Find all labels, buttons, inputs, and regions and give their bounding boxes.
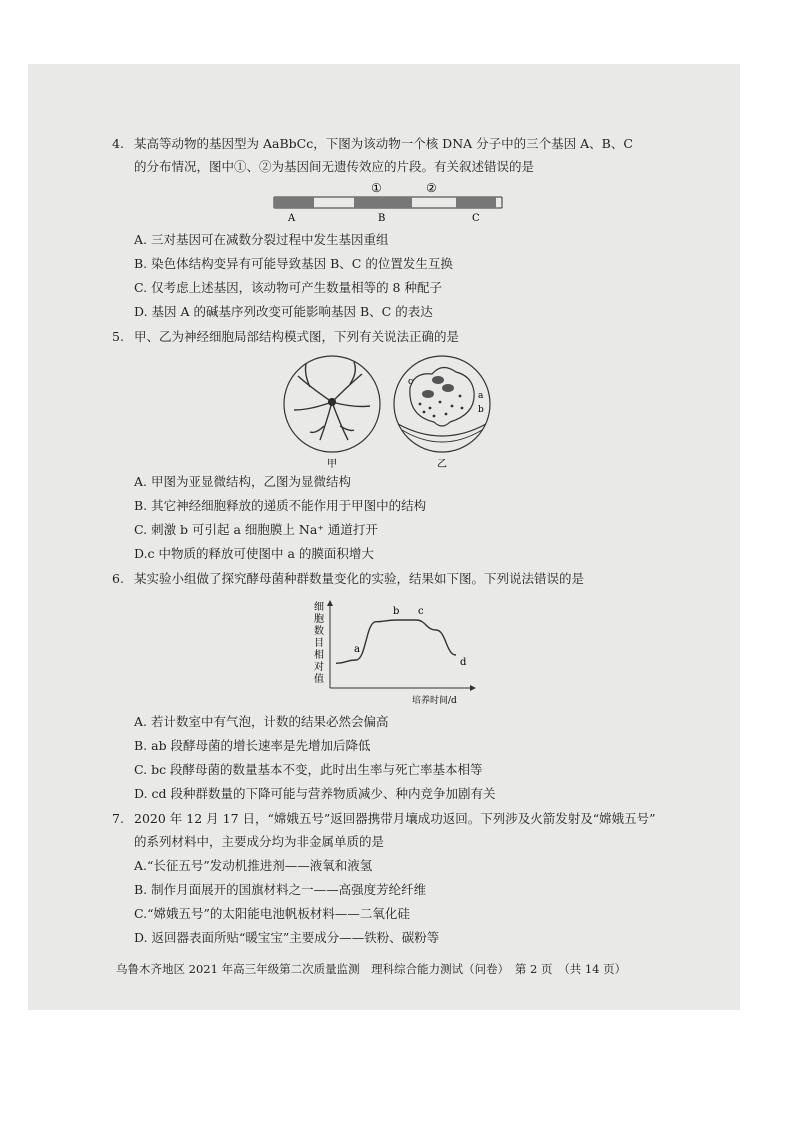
- q4-option-d: D. 基因 A 的碱基序列改变可能影响基因 B、C 的表达: [134, 304, 433, 319]
- figure-jia-label: 甲: [327, 459, 337, 470]
- gene-a-block: [274, 197, 314, 208]
- y-axis-label-char: 相: [314, 650, 324, 661]
- q6-number: 6.: [112, 571, 124, 586]
- gene-b-label: B: [378, 213, 386, 224]
- q4-number: 4.: [112, 136, 124, 151]
- segment-1-mark: ①: [371, 181, 382, 195]
- synapse-label-c: c: [408, 377, 414, 387]
- q4-option-b: B. 染色体结构变异有可能导致基因 B、C 的位置发生互换: [134, 256, 453, 271]
- q4-stem-line2: 的分布情况，图中①、②为基因间无遗传效应的片段。有关叙述错误的是: [134, 159, 535, 174]
- y-axis-label-char: 胞: [314, 614, 324, 625]
- page-footer: 乌鲁木齐地区 2021 年高三年级第二次质量监测 理科综合能力测试（问卷） 第 2 页 （共 14 页）: [116, 962, 627, 976]
- yeast-population-chart: [300, 596, 480, 708]
- synapse-label-b: b: [478, 405, 484, 415]
- q5-option-c: C. 刺激 b 可引起 a 细胞膜上 Na⁺ 通道打开: [134, 522, 378, 537]
- gene-c-label: C: [472, 213, 480, 224]
- point-label-c: c: [418, 606, 424, 617]
- y-axis-label: [314, 601, 324, 685]
- q4-option-c: C. 仅考虑上述基因，该动物可产生数量相等的 8 种配子: [134, 280, 442, 295]
- q4-stem-line1: 某高等动物的基因型为 AaBbCc，下图为该动物一个核 DNA 分子中的三个基因 A、B、C: [134, 136, 633, 151]
- q6-stem: 某实验小组做了探究酵母菌种群数量变化的实验，结果如下图。下列说法错误的是: [134, 571, 585, 586]
- synapse-figure-yi: [390, 352, 496, 472]
- q7-number: 7.: [112, 811, 124, 826]
- q5-option-a: A. 甲图为亚显微结构，乙图为显微结构: [134, 474, 351, 489]
- gene-b-block: [354, 197, 412, 208]
- point-label-b: b: [393, 606, 400, 617]
- point-label-a: a: [354, 644, 360, 655]
- population-curve: [336, 620, 456, 663]
- q5-number: 5.: [112, 329, 124, 344]
- q7-option-d: D. 返回器表面所贴“暖宝宝”主要成分——铁粉、碳粉等: [134, 930, 440, 945]
- gene-c-block: [456, 197, 496, 208]
- y-axis-label-char: 目: [314, 638, 324, 649]
- q6-option-d: D. cd 段种群数量的下降可能与营养物质减少、种内竞争加剧有关: [134, 786, 496, 801]
- q7-stem-line1: 2020 年 12 月 17 日，“嫦娥五号”返回器携带月壤成功返回。下列涉及火箭发射及“嫦娥五号”: [134, 811, 656, 826]
- x-axis-label: 培养时间/d: [412, 696, 457, 706]
- dna-gene-diagram: [266, 180, 510, 224]
- q6-option-b: B. ab 段酵母菌的增长速率是先增加后降低: [134, 738, 371, 753]
- q4-option-a: A. 三对基因可在减数分裂过程中发生基因重组: [134, 232, 389, 247]
- y-axis-label-char: 数: [314, 626, 324, 637]
- q6-option-a: A. 若计数室中有气泡，计数的结果必然会偏高: [134, 714, 389, 729]
- q7-option-b: B. 制作月面展开的国旗材料之一——高强度芳纶纤维: [134, 882, 427, 897]
- q5-option-b: B. 其它神经细胞释放的递质不能作用于甲图中的结构: [134, 498, 427, 513]
- q5-option-d: D.c 中物质的释放可使图中 a 的膜面积增大: [134, 546, 374, 561]
- y-axis-label-char: 对: [314, 662, 324, 673]
- q7-option-a: A.“长征五号”发动机推进剂——液氧和液氢: [134, 858, 373, 873]
- figure-yi-label: 乙: [437, 459, 447, 470]
- q7-stem-line2: 的系列材料中，主要成分均为非金属单质的是: [134, 834, 385, 849]
- q7-option-c: C.“嫦娥五号”的太阳能电池帆板材料——二氧化硅: [134, 906, 410, 921]
- synapse-label-a: a: [478, 391, 484, 401]
- q5-stem: 甲、乙为神经细胞局部结构模式图，下列有关说法正确的是: [134, 329, 460, 344]
- y-axis-label-char: 值: [314, 674, 324, 685]
- gene-a-label: A: [288, 213, 296, 224]
- neuron-figure-jia: [280, 352, 386, 472]
- q6-option-c: C. bc 段酵母菌的数量基本不变，此时出生率与死亡率基本相等: [134, 762, 483, 777]
- segment-2-mark: ②: [426, 181, 437, 195]
- point-label-d: d: [460, 657, 467, 668]
- y-axis-label-char: 细: [314, 602, 324, 613]
